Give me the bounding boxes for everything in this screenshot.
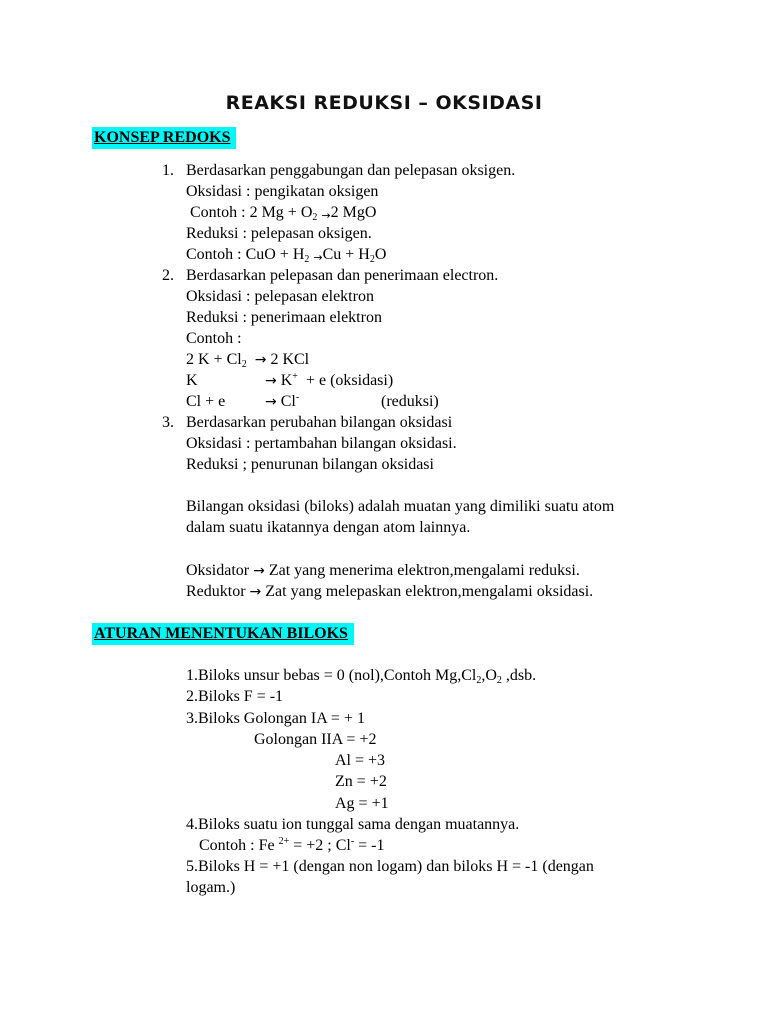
equation-text: Cl + e bbox=[186, 393, 226, 410]
equation-text: O bbox=[374, 246, 387, 263]
rule-line: 3.Biloks Golongan IA = + 1 bbox=[186, 710, 365, 727]
rule-text: Contoh : Fe bbox=[199, 837, 275, 854]
superscript: 2+ bbox=[278, 836, 290, 847]
rule-line bbox=[186, 665, 536, 686]
equation-text: + e (oksidasi) bbox=[305, 372, 394, 389]
text-line: Berdasarkan pelepasan dan penerimaan electron. bbox=[186, 267, 499, 284]
equation-line bbox=[265, 370, 393, 392]
rule-line: 2.Biloks F = -1 bbox=[186, 688, 284, 705]
rule-line: Al = +3 bbox=[335, 752, 386, 769]
equation-text: Contoh : CuO + H bbox=[186, 246, 305, 263]
text-line: Berdasarkan perubahan bilangan oksidasi bbox=[186, 414, 453, 431]
subscript: 2 bbox=[241, 359, 247, 370]
page-title: REAKSI REDUKSI – OKSIDASI bbox=[225, 92, 543, 114]
definition: Zat yang menerima elektron,mengalami reduksi. bbox=[268, 562, 580, 579]
right-arrow-icon: → bbox=[253, 563, 265, 579]
list-number: 3. bbox=[162, 414, 174, 431]
rule-line: logam.) bbox=[186, 879, 236, 896]
text-line: dalam suatu ikatannya dengan atom lainnya. bbox=[186, 519, 471, 536]
rule-text: = -1 bbox=[354, 837, 385, 854]
equation-line bbox=[265, 391, 299, 413]
text-line: Reduksi : penerimaan elektron bbox=[186, 309, 382, 326]
superscript: + bbox=[292, 371, 298, 382]
section-heading-konsep-redoks: KONSEP REDOKS bbox=[92, 127, 236, 149]
superscript: - bbox=[350, 836, 355, 847]
right-arrow-icon: → bbox=[265, 373, 277, 389]
rule-text: = +2 ; Cl bbox=[289, 837, 351, 854]
rule-line: Zn = +2 bbox=[335, 773, 387, 790]
equation-text: K bbox=[280, 372, 293, 389]
rule-text: 1.Biloks unsur bebas = 0 (nol),Contoh Mg,Cl bbox=[186, 667, 477, 684]
right-arrow-icon: → bbox=[254, 352, 267, 368]
right-arrow-icon: → bbox=[249, 584, 262, 600]
subscript: 2 bbox=[476, 675, 482, 686]
definition-line bbox=[186, 560, 580, 582]
text-line: Oksidasi : pengikatan oksigen bbox=[186, 183, 379, 200]
rule-text: ,O bbox=[481, 667, 497, 684]
rule-line: Golongan IIA = +2 bbox=[254, 731, 377, 748]
equation-text: Contoh : 2 Mg + O bbox=[190, 204, 313, 221]
equation-text: 2 MgO bbox=[330, 204, 377, 221]
text-line: Reduksi ; penurunan bilangan oksidasi bbox=[186, 456, 434, 473]
section-heading-aturan-biloks: ATURAN MENENTUKAN BILOKS bbox=[92, 623, 354, 645]
subscript: 2 bbox=[496, 675, 502, 686]
equation-text: 2 KCl bbox=[270, 351, 310, 368]
term: Oksidator bbox=[186, 562, 250, 579]
subscript: 2 bbox=[304, 254, 310, 265]
rule-line: 5.Biloks H = +1 (dengan non logam) dan biloks H = -1 (dengan bbox=[186, 858, 594, 875]
rule-text: ,dsb. bbox=[501, 667, 537, 684]
text-line: Oksidasi : pelepasan elektron bbox=[186, 288, 374, 305]
text-line: Reduksi : pelepasan oksigen. bbox=[186, 225, 372, 242]
equation-text: 2 K + Cl bbox=[186, 351, 242, 368]
term: Reduktor bbox=[186, 583, 246, 600]
definition-line bbox=[186, 581, 593, 603]
list-number: 2. bbox=[162, 267, 174, 284]
subscript: 2 bbox=[312, 212, 318, 223]
superscript: - bbox=[295, 392, 300, 403]
right-arrow-icon: → bbox=[321, 209, 331, 222]
equation-text: Cl bbox=[280, 393, 296, 410]
text-line: Oksidasi : pertambahan bilangan oksidasi. bbox=[186, 435, 457, 452]
equation-text: Cu + H bbox=[322, 246, 370, 263]
definition: Zat yang melepaskan elektron,mengalami oksidasi. bbox=[265, 583, 594, 600]
text-line: Berdasarkan penggabungan dan pelepasan oksigen. bbox=[186, 162, 516, 179]
equation-text: K bbox=[186, 372, 198, 389]
rule-line: Ag = +1 bbox=[335, 795, 389, 812]
equation-line bbox=[186, 349, 309, 371]
list-number: 1. bbox=[162, 162, 174, 179]
rule-line bbox=[199, 835, 385, 856]
text-line: Bilangan oksidasi (biloks) adalah muatan yang dimiliki suatu atom bbox=[186, 498, 615, 515]
right-arrow-icon: → bbox=[265, 394, 277, 410]
text-line: Contoh : bbox=[186, 330, 242, 347]
equation-text: (reduksi) bbox=[381, 393, 439, 410]
right-arrow-icon: → bbox=[313, 251, 323, 264]
subscript: 2 bbox=[369, 254, 375, 265]
rule-line: 4.Biloks suatu ion tunggal sama dengan muatannya. bbox=[186, 816, 520, 833]
